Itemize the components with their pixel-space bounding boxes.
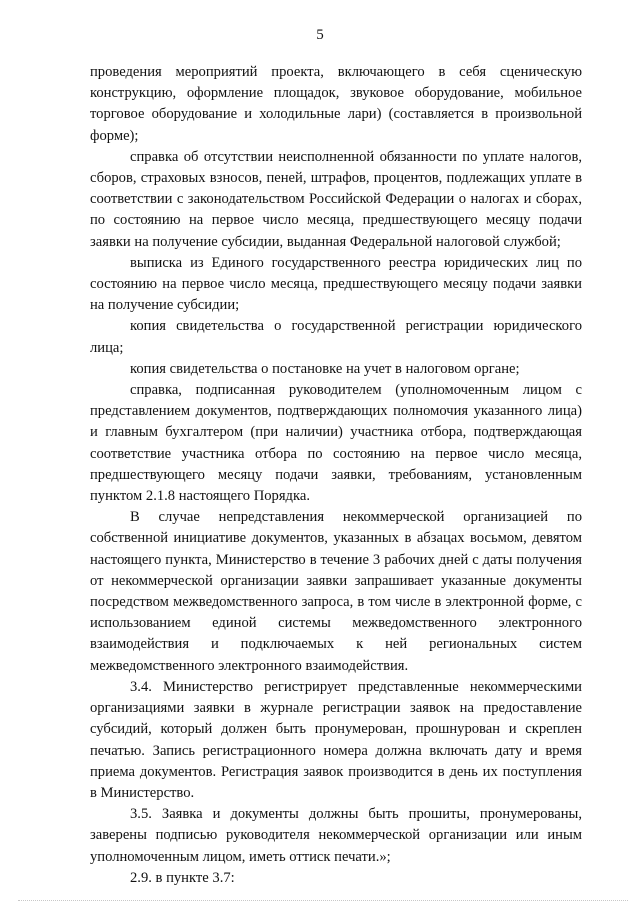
paragraph-tax-certificate: справка об отсутствии неисполненной обязанности по уплате налогов, сборов, страховых взносов, пеней, штрафов, процентов, подлежащих уплате в соответствии с законодательством Российской Федерации о налогах и сборах, по состоянию на первое число месяца, предшествующего месяцу подачи заявки на получение субсидии, выданная Федеральной налоговой службой; — [90, 148, 582, 250]
body-text — [90, 62, 582, 889]
page-number: 5 — [316, 27, 324, 43]
paragraph-section-3-4: 3.4. Министерство регистрирует представленные некоммерческими организациями заявки в журнале регистрации заявок на предоставление субсидий, который должен быть пронумерован, прошнурован и скреплен печатью. Запись регистрационного номера должна включать дату и время приема документов. Регистрация заявок производится в день их поступления в Министерство. — [90, 678, 582, 801]
paragraph-section-2-9: 2.9. в пункте 3.7: — [130, 869, 235, 886]
paragraph-registration-copy: копия свидетельства о государственной регистрации юридического лица; — [90, 318, 582, 356]
paragraph-continuation: проведения мероприятий проекта, включающего в себя сценическую конструкцию, оформление площадок, звуковое оборудование, мобильное торговое оборудование и холодильные лари) (составляется в произвольной форме); — [90, 64, 582, 144]
paragraph-egrul-extract: выписка из Единого государственного реестра юридических лиц по состоянию на первое число месяца, предшествующего месяцу подачи заявки на получение субсидии; — [90, 254, 582, 314]
scan-edge-divider — [18, 900, 628, 901]
paragraph-signed-certificate: справка, подписанная руководителем (уполномоченным лицом с представлением документов, подтверждающих полномочия указанного лица) и главным бухгалтером (при наличии) участника отбора, подтверждающая соответствие участника отбора по состоянию на первое число месяца, предшествующего месяцу подачи заявки, требованиям, установленным пунктом 2.1.8 настоящего Порядка. — [90, 382, 582, 505]
paragraph-section-3-5: 3.5. Заявка и документы должны быть прошиты, пронумерованы, заверены подписью руководителя некоммерческой организации или иным уполномоченным лицом, иметь оттиск печати.»; — [90, 806, 582, 865]
paragraph-interagency-request: В случае непредставления некоммерческой организацией по собственной инициативе документов, указанных в абзацах восьмом, девятом настоящего пункта, Министерство в течение 3 рабочих дней с даты получения от некоммерческой организации заявки запрашивает указанные документы посредством межведомственного запроса, в том числе в электронной форме, с использованием единой системы межведомственного электронного взаимодействия и подключаемых к ней региональных систем межведомственного электронного взаимодействия. — [90, 509, 582, 674]
paragraph-tax-registration-copy: копия свидетельства о постановке на учет в налоговом органе; — [130, 360, 520, 377]
